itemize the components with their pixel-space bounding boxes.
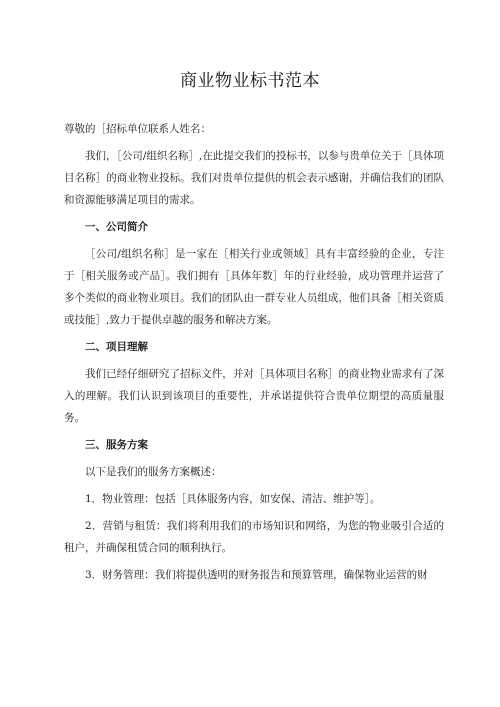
intro-paragraph: 我们，［公司/组织名称］,在此提交我们的投标书，以参与贵单位关于［具体项目名称］的商业物业投标。我们对贵单位提供的机会表示感谢，并确信我们的团队和资源能够满足项目的需求。 [64, 150, 444, 206]
understanding-paragraph: 我们已经仔细研究了招标文件，并对［具体项目名称］的商业物业需求有了深入的理解。我们认识到该项目的重要性，并承诺提供符合贵单位期望的高质量服务。 [64, 368, 444, 424]
service-item-property: 1．物业管理：包括［具体服务内容，如安保、清洁、维护等］。 [85, 493, 381, 505]
section-heading-understanding: 二、项目理解 [85, 341, 148, 353]
service-item-leasing: 2．营销与租赁：我们将利用我们的市场知识和网络，为您的物业吸引合适的租户，并确保租赁合同的顺利执行。 [64, 520, 444, 554]
service-overview: 以下是我们的服务方案概述： [85, 466, 222, 478]
company-paragraph: ［公司/组织名称］是一家在［相关行业或领域］具有丰富经验的企业，专注于［相关服务或产品］。我们拥有［具体年数］年的行业经验，成功管理并运营了多个类似的商业物业项目。我们的团队由一群专业人员组成，他们具备［相关资质或技能］,致力于提供卓越的服务和解决方案。 [64, 248, 444, 326]
section-heading-service: 三、服务方案 [85, 439, 148, 451]
document-title: 商业物业标书范本 [180, 71, 320, 91]
document-body [64, 118, 444, 591]
salutation: 尊敬的［招标单位联系人姓名： [64, 123, 211, 135]
service-item-finance: 3．财务管理：我们将提供透明的财务报告和预算管理，确保物业运营的财 [85, 569, 428, 581]
section-heading-company: 一、公司简介 [85, 221, 148, 233]
